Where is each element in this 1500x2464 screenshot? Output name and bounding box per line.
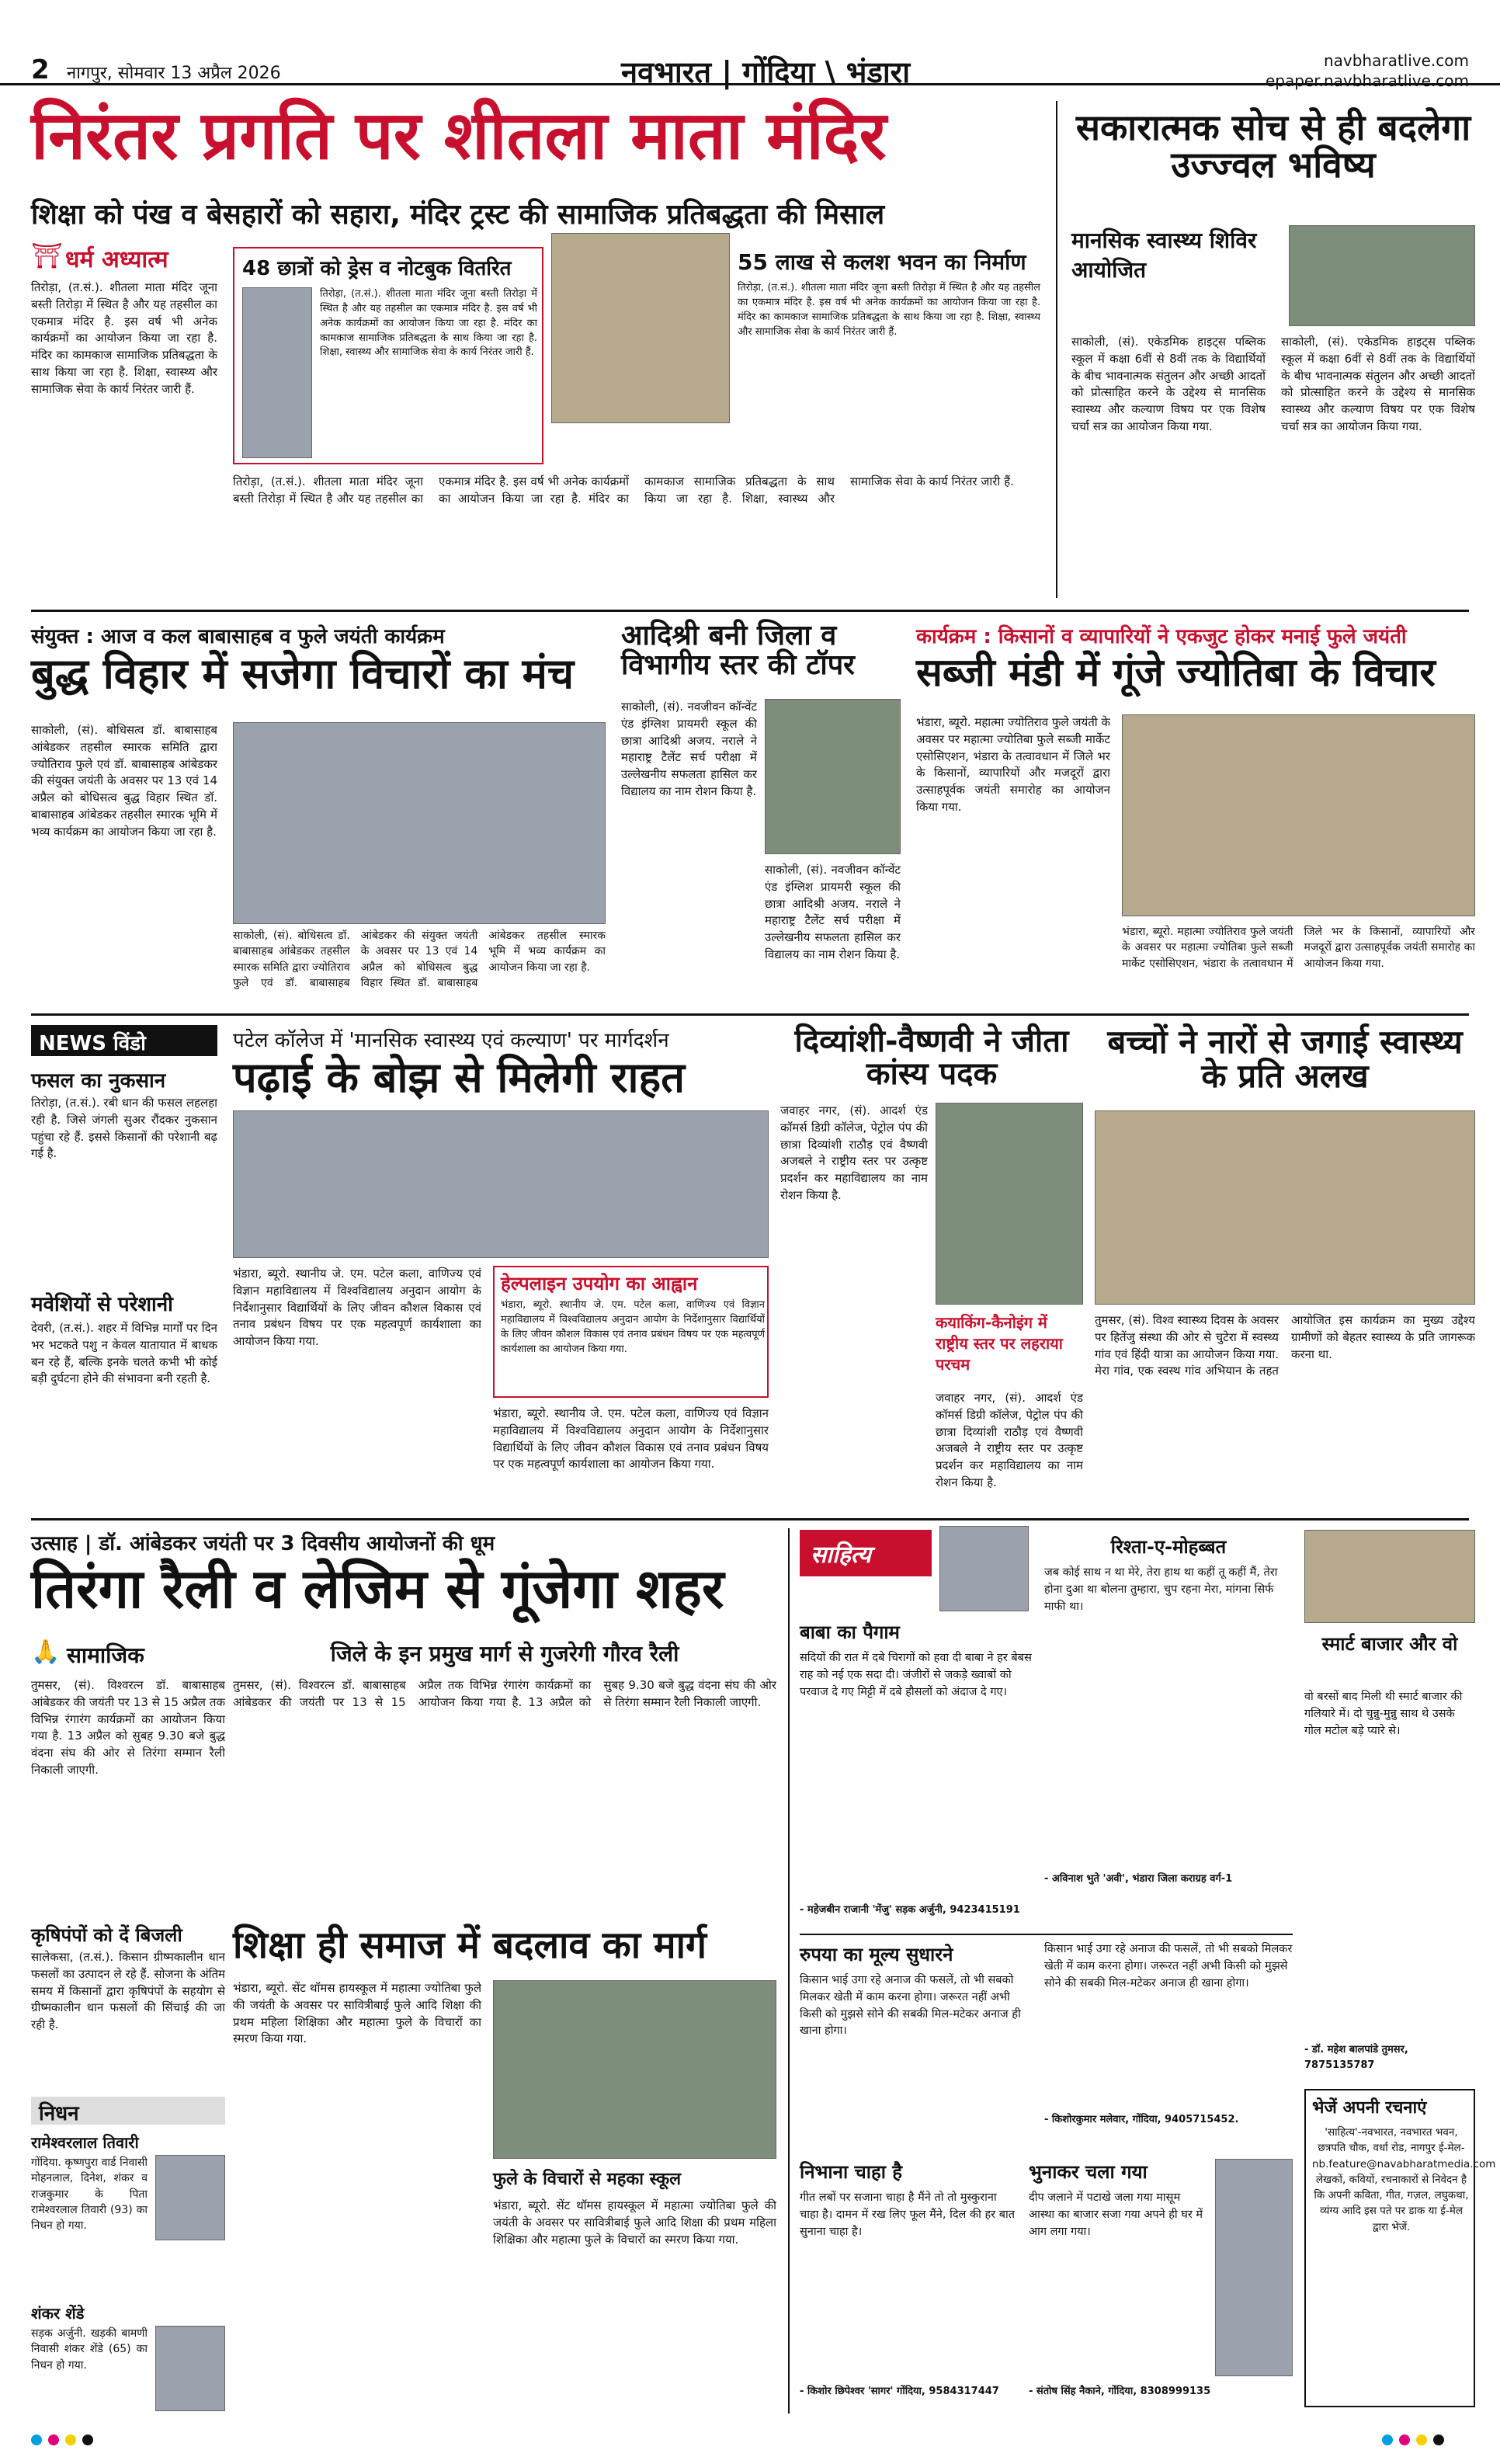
poem6-photo xyxy=(1215,2159,1293,2376)
lead-headline: निरंतर प्रगति पर शीतला माता मंदिर xyxy=(31,97,887,175)
poem6-author: - संतोष सिंह नैकाने, गोंदिया, 8308999135 xyxy=(1029,2386,1211,2397)
obituary-photo xyxy=(155,2326,225,2411)
farmers-body: सालेकसा, (त.सं.). किसान ग्रीष्मकालीन धान फसलों का उत्पादन ले रहे हैं. सोजना के अंतिम समय में किसानों द्वारा कृषिपंपों के सहयोग से ग्रीष्मकालीन धान फसलों की सिंचाई की जा रही है. xyxy=(31,1950,225,2031)
sahitya-label xyxy=(800,1530,932,1576)
poem4-author: - किशोरकुमार मलेवार, गोंदिया, 9405715452. xyxy=(1044,2114,1239,2125)
obituary-label xyxy=(31,2097,225,2125)
registration-marks xyxy=(1382,2434,1467,2447)
kalash-box-body: तिरोड़ा, (त.सं.). शीतला माता मंदिर जूना बस्ती तिरोड़ा में स्थित है और यह तहसील का एकमात्र मंदिर है. इस वर्ष भी अनेक कार्यक्रमों का आयोजन किया जा रहा है. मंदिर का कामकाज सामाजिक प्रतिबद्धता के साथ किया जा रहा है. शिक्षा, स्वास्थ्य और सामाजिक सेवा के कार्य निरंतर जारी हैं. xyxy=(738,282,1040,338)
children-rally-photo xyxy=(1095,1110,1475,1305)
obituary-name: शंकर शेंडे xyxy=(31,2304,85,2323)
poem1-title: बाबा का पैगाम xyxy=(800,1621,900,1643)
poem3-title: स्मार्ट बाजार और वो xyxy=(1321,1633,1458,1655)
divyangi-body: जवाहर नगर, (सं). आदर्श एंड कॉमर्स डिग्री कॉलेज, पेट्रोल पंप की छात्रा दिव्यांशी राठौड़ एवं वैष्णवी अजबले ने राष्ट्रीय स्तर पर उत्कृष्ट प्रदर्शन कर महाविद्यालय का नाम रोशन किया है. xyxy=(780,1103,928,1202)
topper-headline: आदिश्री बनी जिला व विभागीय स्तर की टॉपर xyxy=(621,620,855,681)
school-photo-caption: फुले के विचारों से महका स्कूल xyxy=(493,2170,682,2189)
section-rule xyxy=(31,610,1469,612)
news-item-body: तिरोड़ा, (त.सं.). रबी धान की फसल लहलहा रही है. जिसे जंगली सुअर रौंदकर नुकसान पहुंचा रहे हैं. इससे किसानों की परेशानी बढ़ गई है. xyxy=(31,1096,217,1161)
obituary-body: गोंदिया. कृष्णपुरा वार्ड निवासी मोहनलाल, दिनेश, शंकर व राजकुमार के पिता रामेश्वरलाल तिवारी (93) का निधन हो गया. xyxy=(31,2156,148,2233)
buddha-vihar-photo xyxy=(233,722,606,924)
section-label xyxy=(31,241,225,275)
buddha-kicker: संयुक्त : आज व कल बाबासाहब व फुले जयंती कार्यक्रम xyxy=(31,625,445,648)
invite-box xyxy=(1304,2089,1496,2407)
obituary-name: रामेश्वरलाल तिवारी xyxy=(31,2133,139,2152)
masthead xyxy=(0,0,1500,90)
buddha-headline: बुद्ध विहार में सजेगा विचारों का मंच xyxy=(31,649,575,698)
right-top-subhead: मानसिक स्वास्थ्य शिविर आयोजित xyxy=(1071,228,1257,283)
obituary-photo xyxy=(155,2155,225,2240)
tiranga-section-text: सामाजिक xyxy=(67,1642,144,1668)
kayaking-photo xyxy=(936,1103,1083,1305)
page-number: 2 xyxy=(31,54,50,85)
patel-headline: पढ़ाई के बोझ से मिलेगी राहत xyxy=(233,1053,685,1102)
tiranga-body: तुमसर, (सं). विश्वरत्न डॉ. बाबासाहब आंबेडकर की जयंती पर 13 से 15 अप्रैल तक विभिन्न रंगारंग कार्यक्रमों का आयोजन किया गया है. 13 अप्रैल को सुबह 9.30 बजे बुद्ध वंदना संघ की ओर से तिरंगा सम्मान रैली निकाली जाएगी. xyxy=(31,1678,225,1777)
obituary-body: सड़क अर्जुनी. खड़की बामणी निवासी शंकर शेंडे (65) का निधन हो गया. xyxy=(31,2327,148,2372)
tiranga-headline: तिरंगा रैली व लेजिम से गूंजेगा शहर xyxy=(31,1557,724,1621)
school-photo xyxy=(493,1980,776,2159)
poem2-body: जब कोई साथ न था मेरे, तेरा हाथ था कहीं तू कहीं मैं, तेरा होना दुआ था बोलना तुम्हारा, चुप रहना मेरा, मांगना सिर्फ माफी था। xyxy=(1044,1566,1278,1613)
news-item-title: मवेशियों से परेशानी xyxy=(31,1293,173,1316)
dress-photo xyxy=(242,287,312,458)
buddha-body: साकोली, (सं). बोधिसत्व डॉ. बाबासाहब आंबेडकर तहसील स्मारक समिति द्वारा ज्योतिराव फुले एवं डॉ. बाबासाहब आंबेडकर की संयुक्त जयंती के अवसर पर 13 एवं 14 अप्रैल को बोधिसत्व बुद्ध विहार स्थित डॉ. बाबासाहब आंबेडकर तहसील स्मारक भूमि में भव्य कार्यक्रम का आयोजन किया जा रहा है. xyxy=(31,723,217,839)
dress-box-title: 48 छात्रों को ड्रेस व नोटबुक वितरित xyxy=(242,257,512,280)
invite-title: भेजें अपनी रचनाएं xyxy=(1312,2098,1427,2118)
site-link[interactable]: navbharatlive.com xyxy=(1323,51,1469,70)
poem5-title: निभाना चाहा है xyxy=(800,2161,903,2183)
news-label-text: NEWS विंडो xyxy=(39,1032,146,1055)
education-body: भंडारा, ब्यूरो. सेंट थॉमस हायस्कूल में महात्मा ज्योतिबा फुले की जयंती के अवसर पर सावित्रीबाई फुले आदि शिक्षा की प्रथम महिला शिक्षिका और महात्मा फुले के विचारों का स्मरण किया गया. xyxy=(233,1981,481,2046)
sahitya-rule xyxy=(800,1934,1293,1935)
brand-title: नवभारत | गोंदिया \ भंडारा xyxy=(621,55,911,89)
ambedkar-portrait xyxy=(939,1526,1029,1611)
buddha-body-cont: साकोली, (सं). बोधिसत्व डॉ. बाबासाहब आंबेडकर तहसील स्मारक समिति द्वारा ज्योतिराव फुले एवं डॉ. बाबासाहब आंबेडकर की संयुक्त जयंती के अवसर पर 13 एवं 14 अप्रैल को बोधिसत्व बुद्ध विहार स्थित डॉ. बाबासाहब आंबेडकर तहसील स्मारक भूमि में भव्य कार्यक्रम का आयोजन किया जा रहा है. xyxy=(233,930,606,989)
divyangi-body-cont: जवाहर नगर, (सं). आदर्श एंड कॉमर्स डिग्री कॉलेज, पेट्रोल पंप की छात्रा दिव्यांशी राठौड़ एवं वैष्णवी अजबले ने राष्ट्रीय स्तर पर उत्कृष्ट प्रदर्शन कर महाविद्यालय का नाम रोशन किया है. xyxy=(936,1391,1083,1489)
workshop-photo xyxy=(1289,225,1475,326)
patel-kicker: पटेल कॉलेज में 'मानसिक स्वास्थ्य एवं कल्याण' पर मार्गदर्शन xyxy=(233,1029,669,1052)
poem3-author: - डॉ. महेश बालपांडे तुमसर, 7875135787 xyxy=(1304,2044,1408,2071)
poem3-body: वो बरसों बाद मिली थी स्मार्ट बाजार की गलियारे में। दो चुन्नु-मुन्नु साथ थे उसके गोल मटोल बड़े प्यारे से। xyxy=(1304,1691,1463,1737)
lead-subhead: शिक्षा को पंख व बेसहारों को सहारा, मंदिर ट्रस्ट की सामाजिक प्रतिबद्धता की मिसाल xyxy=(31,199,885,231)
phule-market-photo xyxy=(1122,714,1475,916)
helpline-box-body: भंडारा, ब्यूरो. स्थानीय जे. एम. पटेल कला, वाणिज्य एवं विज्ञान महाविद्यालय में विश्वविद्यालय अनुदान आयोग के निर्देशानुसार विद्यार्थियों के लिए जीवन कौशल विकास एवं तनाव प्रबंधन विषय पर एक महत्वपूर्ण कार्यशाला का आयोजन किया गया. xyxy=(501,1299,765,1355)
topper-body: साकोली, (सं). नवजीवन कॉन्वेंट एंड इंग्लिश प्रायमरी स्कूल की छात्रा आदिश्री अजय. नराले ने महाराष्ट्र टैलेंट सर्च परीक्षा में उल्लेखनीय सफलता हासिल कर विद्यालय का नाम रोशन किया है. xyxy=(621,700,757,798)
registration-marks xyxy=(31,2434,116,2447)
lead-body: तिरोड़ा, (त.सं.). शीतला माता मंदिर जूना बस्ती तिरोड़ा में स्थित है और यह तहसील का एकमात्र मंदिर है. इस वर्ष भी अनेक कार्यक्रमों का आयोजन किया जा रहा है. मंदिर का कामकाज सामाजिक प्रतिबद्धता के साथ किया जा रहा है. शिक्षा, स्वास्थ्य और सामाजिक सेवा के कार्य निरंतर जारी हैं. xyxy=(31,280,217,396)
poem4-body: किसान भाई उगा रहे अनाज की फसलें, तो भी सबको मिलकर खेती में काम करना होगा। जरूरत नहीं अभी किसी को मुझसे सोने की सबकी मिल-मटेकर अनाज ही खाना होगा। xyxy=(800,1974,1021,2038)
phule-body-cont: भंडारा, ब्यूरो. महात्मा ज्योतिराव फुले जयंती के अवसर पर महात्मा ज्योतिबा फुले सब्जी मार्केट एसोसिएशन, भंडारा के तत्वावधान में जिले भर के किसानों, व्यापारियों और मजदूरों द्वारा उत्साहपूर्वक जयंती समारोह का आयोजन किया गया. xyxy=(1122,926,1475,970)
tiranga-box-title: जिले के इन प्रमुख मार्ग से गुजरेगी गौरव रैली xyxy=(330,1641,679,1666)
date-line: नागपुर, सोमवार 13 अप्रैल 2026 xyxy=(67,64,281,83)
poem4-body-cont: किसान भाई उगा रहे अनाज की फसलें, तो भी सबको मिलकर खेती में काम करना होगा। जरूरत नहीं अभी किसी को मुझसे सोने की सबकी मिल-मटेकर अनाज ही खाना होगा। xyxy=(1044,1943,1293,1990)
news-item-body: देवरी, (त.सं.). शहर में विभिन्न मार्गों पर दिन भर भटकते पशु न केवल यातायात में बाधक बन रहे हैं, बल्कि इनके चलते कभी भी कोई बड़ी दुर्घटना होने की संभावना बनी रहती है. xyxy=(31,1321,217,1386)
topper-body-cont: साकोली, (सं). नवजीवन कॉन्वेंट एंड इंग्लिश प्रायमरी स्कूल की छात्रा आदिश्री अजय. नराले ने महाराष्ट्र टैलेंट सर्च परीक्षा में उल्लेखनीय सफलता हासिल कर विद्यालय का नाम रोशन किया है. xyxy=(765,863,901,961)
lead-body-cont: तिरोड़ा, (त.सं.). शीतला माता मंदिर जूना बस्ती तिरोड़ा में स्थित है और यह तहसील का एकमात्र मंदिर है. इस वर्ष भी अनेक कार्यक्रमों का आयोजन किया जा रहा है. मंदिर का कामकाज सामाजिक प्रतिबद्धता के साथ किया जा रहा है. शिक्षा, स्वास्थ्य और सामाजिक सेवा के कार्य निरंतर जारी हैं. xyxy=(233,474,1014,506)
poem6-body: दीप जलाने में पटाखे जला गया मासूम आस्था का बाजार सजा गया अपने ही घर में आग लगा गया। xyxy=(1029,2191,1203,2238)
market-photo xyxy=(1304,1530,1475,1623)
poem6-title: भुनाकर चला गया xyxy=(1029,2161,1148,2183)
temple-photo xyxy=(551,233,730,423)
poem5-author: - किशोर छिपेश्वर 'सागर' गोंदिया, 9584317447 xyxy=(800,2386,999,2397)
dress-box xyxy=(233,247,543,464)
helpline-box-title: हेल्पलाइन उपयोग का आह्वान xyxy=(501,1273,698,1295)
poem5-body: गीत लबों पर सजाना चाहा है मैंने तो तो मुस्कुराना चाहा है। दामन में रख लिए फूल मैंने, दिल की हर बात सुनाना चाहा है। xyxy=(800,2191,1015,2238)
poem4-title: रुपया का मूल्य सुधारने xyxy=(800,1944,953,1965)
education-body-cont: भंडारा, ब्यूरो. सेंट थॉमस हायस्कूल में महात्मा ज्योतिबा फुले की जयंती के अवसर पर सावित्रीबाई फुले आदि शिक्षा की प्रथम महिला शिक्षिका और महात्मा फुले के विचारों का स्मरण किया गया. xyxy=(493,2198,776,2247)
kalash-box xyxy=(738,247,1040,464)
epaper-link[interactable]: epaper.navbharatlive.com xyxy=(1265,71,1469,90)
children-body: तुमसर, (सं). विश्व स्वास्थ्य दिवस के अवसर पर हितेंजु संस्था की ओर से चुटेरा में स्वस्थ्य गांव एवं हिंदी यात्रा का आयोजन किया गया. मेरा गांव, एक स्वस्थ गांव अभियान के तहत आयोजित इस कार्यक्रम का मुख्य उद्देश्य ग्रामीणों को बेहतर स्वास्थ्य के प्रति जागरूक करना था. xyxy=(1095,1313,1475,1378)
invite-body: 'साहित्य'-नवभारत, नवभारत भवन, छत्रपति चौक, वर्धा रोड, नागपुर ई-मेल-nb.feature@navabharatmedia.com लेखकों, कवियों, रचनाकारों से निवेदन है कि अपनी कविता, गीत, गज़ल, लघुकथा, व्यंग्य आदि इस पते पर डाक या ई-मेल द्वारा भेजें. xyxy=(1312,2126,1496,2233)
tiranga-kicker: उत्साह | डॉ. आंबेडकर जयंती पर 3 दिवसीय आयोजनों की धूम xyxy=(31,1532,495,1555)
farmers-title: कृषिपंपों को दें बिजली xyxy=(31,1924,182,1946)
poem2-author: - अविनाश भुते 'अवी', भंडारा जिला कराग्रह वर्ग-1 xyxy=(1044,1873,1233,1885)
temple-icon: ⛩ xyxy=(31,241,63,270)
children-headline: बच्चों ने नारों से जगाई स्वास्थ्य के प्रति अलख xyxy=(1107,1023,1463,1096)
dress-box-body: तिरोड़ा, (त.सं.). शीतला माता मंदिर जूना बस्ती तिरोड़ा में स्थित है और यह तहसील का एकमात्र मंदिर है. इस वर्ष भी अनेक कार्यक्रमों का आयोजन किया जा रहा है. मंदिर का कामकाज सामाजिक प्रतिबद्धता के साथ किया जा रहा है. शिक्षा, स्वास्थ्य और सामाजिक सेवा के कार्य निरंतर जारी हैं. xyxy=(320,288,537,359)
right-top-body: साकोली, (सं). एकेडमिक हाइट्स पब्लिक स्कूल में कक्षा 6वीं से 8वीं तक के विद्यार्थियों के बीच भावनात्मक संतुलन और अच्छी आदतों को प्रोत्साहित करने के उद्देश्य से मानसिक स्वास्थ्य और कल्याण विषय पर एक विशेष चर्चा सत्र का आयोजन किया गया. xyxy=(1071,335,1266,433)
kalash-box-title: 55 लाख से कलश भवन का निर्माण xyxy=(738,249,1026,275)
helpline-box xyxy=(493,1266,769,1398)
phule-kicker: कार्यक्रम : किसानों व व्यापारियों ने एकजुट होकर मनाई फुले जयंती xyxy=(916,625,1407,648)
right-top-body-cont: साकोली, (सं). एकेडमिक हाइट्स पब्लिक स्कूल में कक्षा 6वीं से 8वीं तक के विद्यार्थियों के बीच भावनात्मक संतुलन और अच्छी आदतों को प्रोत्साहित करने के उद्देश्य से मानसिक स्वास्थ्य और कल्याण विषय पर एक विशेष चर्चा सत्र का आयोजन किया गया. xyxy=(1281,335,1475,433)
column-divider xyxy=(1056,101,1057,598)
news-label xyxy=(31,1025,217,1056)
hands-icon: 🙏 xyxy=(31,1639,61,1666)
phule-headline: सब्जी मंडी में गूंजे ज्योतिबा के विचार xyxy=(916,650,1436,695)
poem1-body: सदियों की रात में दबे चिरागों को हवा दी बाबा ने हर बेबस राह को नई एक सदा दी। जंजीरों से जकड़े ख्वाबों को परवाज दे गए मिट्टी में दबे हौसलों को अंदाज दे गए। xyxy=(800,1652,1032,1698)
education-headline: शिक्षा ही समाज में बदलाव का मार्ग xyxy=(233,1924,707,1967)
kayaking-caption: कयाकिंग-कैनोइंग में राष्ट्रीय स्तर पर लहराया परचम xyxy=(936,1313,1063,1374)
news-item-title: फसल का नुकसान xyxy=(31,1069,166,1093)
tiranga-section xyxy=(31,1639,225,1670)
sahitya-divider xyxy=(788,1528,790,2414)
poem2-title: रिश्ता-ए-मोहब्बत xyxy=(1110,1536,1227,1558)
poem1-author: - महेजबीन राजानी 'मेंजु' सड़क अर्जुनी, 9423415191 xyxy=(800,1904,1020,1916)
divyangi-headline: दिव्यांशी-वैष्णवी ने जीता कांस्य पदक xyxy=(794,1023,1069,1092)
patel-body-cont: भंडारा, ब्यूरो. स्थानीय जे. एम. पटेल कला, वाणिज्य एवं विज्ञान महाविद्यालय में विश्वविद्यालय अनुदान आयोग के निर्देशानुसार विद्यार्थियों के लिए जीवन कौशल विकास एवं तनाव प्रबंधन विषय पर एक महत्वपूर्ण कार्यशाला का आयोजन किया गया. xyxy=(493,1406,769,1472)
sahitya-label-text: साहित्य xyxy=(811,1541,871,1569)
phule-body: भंडारा, ब्यूरो. महात्मा ज्योतिराव फुले जयंती के अवसर पर महात्मा ज्योतिबा फुले सब्जी मार्केट एसोसिएशन, भंडारा के तत्वावधान में जिले भर के किसानों, व्यापारियों और मजदूरों द्वारा उत्साहपूर्वक जयंती समारोह का आयोजन किया गया. xyxy=(916,715,1110,814)
section-rule-3 xyxy=(31,1518,1469,1520)
obituary-label-text: निधन xyxy=(39,2102,79,2125)
section-rule-2 xyxy=(31,1013,1469,1016)
section-label-text: धर्म अध्यात्म xyxy=(65,246,168,273)
tiranga-body-cont: तुमसर, (सं). विश्वरत्न डॉ. बाबासाहब आंबेडकर की जयंती पर 13 से 15 अप्रैल तक विभिन्न रंगारंग कार्यक्रमों का आयोजन किया गया है. 13 अप्रैल को सुबह 9.30 बजे बुद्ध वंदना संघ की ओर से तिरंगा सम्मान रैली निकाली जाएगी. xyxy=(233,1678,776,1709)
patel-body: भंडारा, ब्यूरो. स्थानीय जे. एम. पटेल कला, वाणिज्य एवं विज्ञान महाविद्यालय में विश्वविद्यालय अनुदान आयोग के निर्देशानुसार विद्यार्थियों के लिए जीवन कौशल विकास एवं तनाव प्रबंधन विषय पर एक महत्वपूर्ण कार्यशाला का आयोजन किया गया. xyxy=(233,1267,481,1348)
topper-photo xyxy=(765,699,901,854)
right-top-headline: सकारात्मक सोच से ही बदलेगा उज्ज्वल भविष्य xyxy=(1075,106,1471,186)
patel-photo xyxy=(233,1110,769,1258)
